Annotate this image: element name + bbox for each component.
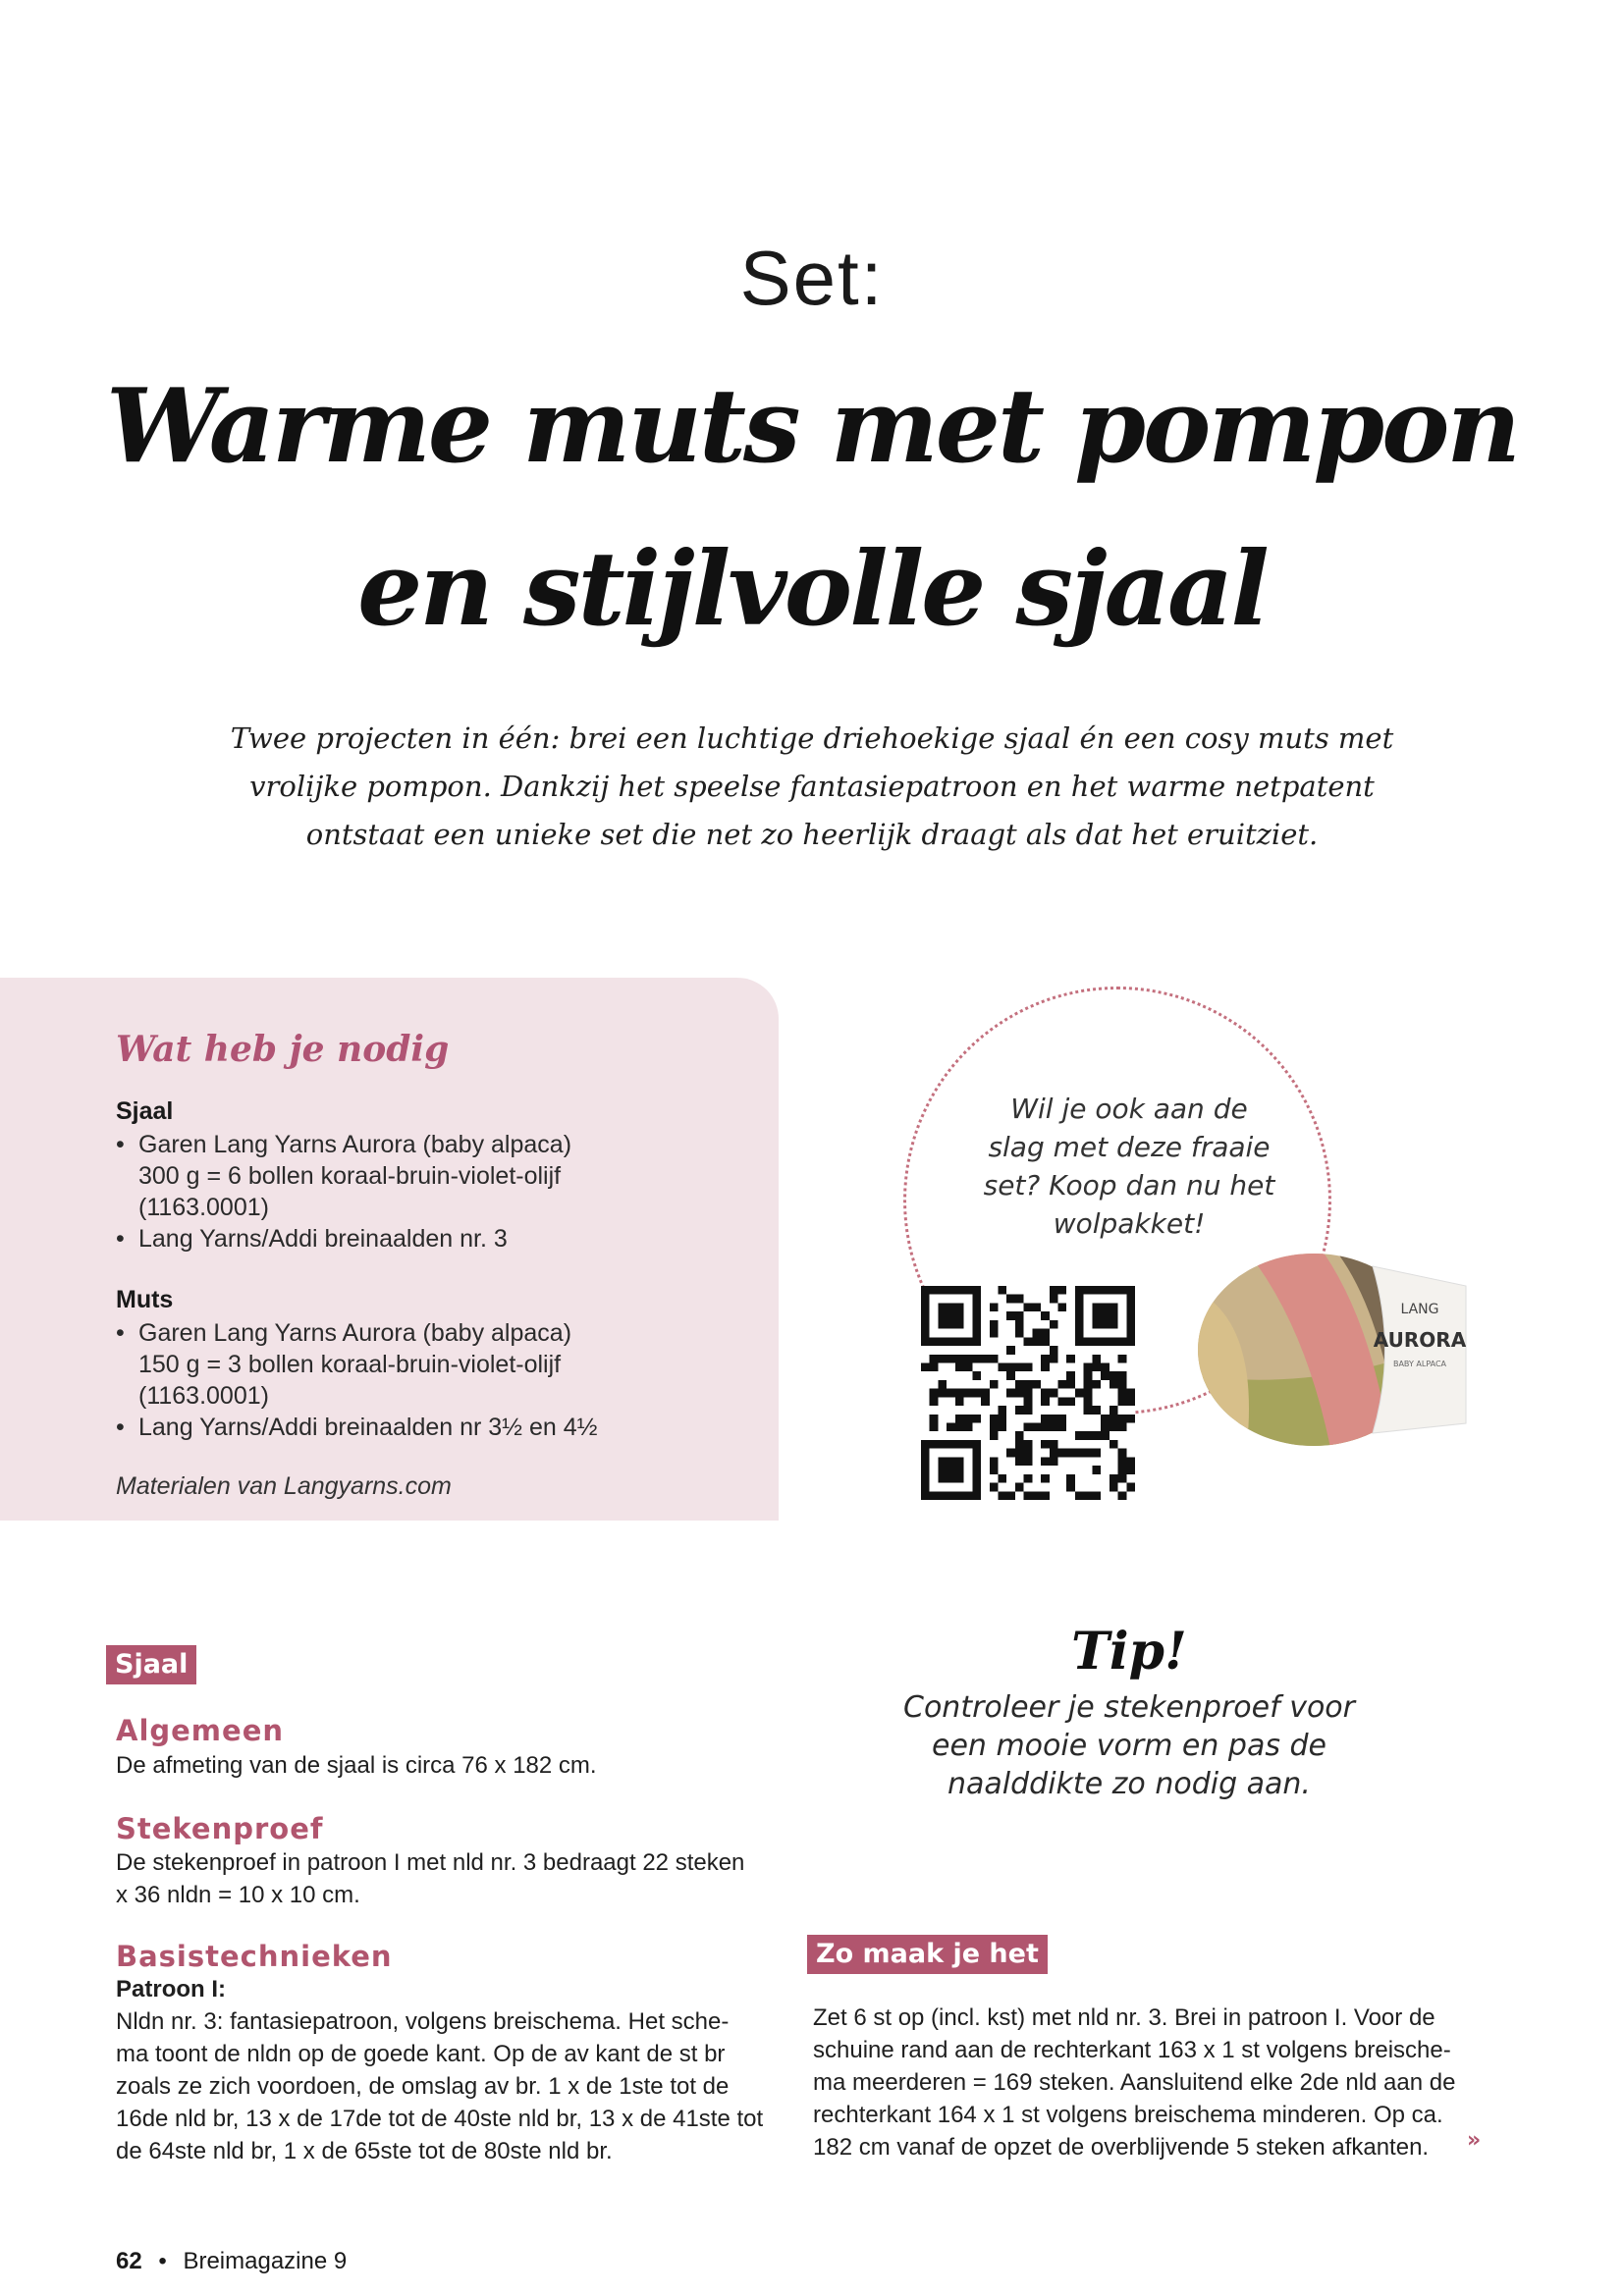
section-badge-howto: Zo maak je het — [807, 1935, 1048, 1974]
materials-muts-list — [116, 1317, 744, 1443]
text-line: Nldn nr. 3: fantasiepatroon, volgens breischema. Het sche- — [116, 2008, 730, 2035]
magazine-name: Breimagazine 9 — [183, 2248, 348, 2274]
yarn-name-label: AURORA — [1373, 1328, 1467, 1352]
text-line: 182 cm vanaf de opzet de overblijvende 5 steken afkanten. — [813, 2134, 1430, 2161]
text-line: 16de nld br, 13 x de 17de tot de 40ste nld br, 13 x de 41ste tot — [116, 2106, 764, 2132]
bullet: • — [116, 1319, 125, 1347]
yarn-ball-image — [1186, 1227, 1481, 1463]
promo-line: wolpakket! — [1053, 1207, 1206, 1240]
tip-text — [893, 1688, 1365, 1803]
tip-line: een mooie vorm en pas de — [931, 1729, 1327, 1763]
yarn-sub-label: BABY ALPACA — [1392, 1360, 1447, 1368]
text-line: ma toont de nldn op de goede kant. Op de av kant de st br — [116, 2041, 726, 2067]
promo-line: Wil je ook aan de — [1010, 1093, 1248, 1125]
title-line-1: Warme muts met pompon — [105, 365, 1519, 486]
howto-text — [813, 2002, 1481, 2163]
basistechnieken-heading: Basistechnieken — [116, 1940, 393, 1973]
algemeen-heading: Algemeen — [116, 1714, 285, 1747]
footer-separator: • — [158, 2248, 167, 2274]
title-line-2: en stijlvolle sjaal — [357, 528, 1267, 649]
tip-line: naalddikte zo nodig aan. — [947, 1767, 1311, 1801]
promo-line: set? Koop dan nu het — [983, 1169, 1275, 1201]
materials-credit: Materialen van Langyarns.com — [116, 1472, 452, 1500]
algemeen-text: De afmeting van de sjaal is circa 76 x 182 cm. — [116, 1752, 597, 1779]
intro-line: ontstaat een unieke set die net zo heerlijk draagt als dat het eruitziet. — [305, 818, 1319, 851]
list-item-text: Lang Yarns/Addi breinaalden nr 3½ en 4½ — [138, 1414, 598, 1441]
text-line: schuine rand aan de rechterkant 163 x 1 st volgens breische- — [813, 2037, 1451, 2063]
text-line: rechterkant 164 x 1 st volgens breischema minderen. Op ca. — [813, 2102, 1443, 2128]
stekenproef-heading: Stekenproef — [116, 1812, 324, 1845]
bullet: • — [116, 1131, 125, 1158]
patroon-title: Patroon I: — [116, 1976, 226, 2002]
patroon-block — [116, 1973, 803, 2167]
text-line: ma meerderen = 169 steken. Aansluitend elke 2de nld aan de — [813, 2069, 1456, 2096]
materials-heading: Wat heb je nodig — [116, 1029, 450, 1070]
intro-paragraph — [187, 715, 1437, 859]
list-item-text: Garen Lang Yarns Aurora (baby alpaca) 150 g = 3 bollen koraal-bruin-violet-olijf (1163.0001) — [138, 1319, 572, 1410]
text-line: Zet 6 st op (incl. kst) met nld nr. 3. Brei in patroon I. Voor de — [813, 2004, 1435, 2031]
continue-arrow-icon: » — [1467, 2128, 1482, 2153]
section-badge-sjaal: Sjaal — [106, 1645, 196, 1684]
tip-line: Controleer je stekenproef voor — [903, 1690, 1355, 1725]
qr-code[interactable] — [921, 1286, 1135, 1500]
list-item — [116, 1412, 744, 1443]
promo-line: slag met deze fraaie — [988, 1131, 1271, 1163]
stekenproef-text — [116, 1846, 803, 1911]
list-item — [116, 1129, 744, 1223]
materials-sjaal-title: Sjaal — [116, 1097, 174, 1125]
tip-heading: Tip! — [1071, 1622, 1187, 1682]
footer — [116, 2248, 347, 2275]
bullet: • — [116, 1414, 125, 1441]
text-line: De stekenproef in patroon I met nld nr. 3 bedraagt 22 steken — [116, 1849, 745, 1876]
page-number: 62 — [116, 2248, 142, 2274]
text-line: x 36 nldn = 10 x 10 cm. — [116, 1882, 360, 1908]
materials-sjaal-list — [116, 1129, 744, 1255]
text-line: zoals ze zich voordoen, de omslag av br. 1 x de 1ste tot de — [116, 2073, 730, 2100]
list-item-text: Garen Lang Yarns Aurora (baby alpaca) 300 g = 6 bollen koraal-bruin-violet-olijf (1163.0001) — [138, 1131, 572, 1221]
materials-muts-title: Muts — [116, 1286, 174, 1313]
bullet: • — [116, 1225, 125, 1253]
text-line: de 64ste nld br, 1 x de 65ste tot de 80ste nld br. — [116, 2138, 613, 2164]
yarn-brand-label: LANG — [1400, 1302, 1439, 1317]
list-item-text: Lang Yarns/Addi breinaalden nr. 3 — [138, 1225, 508, 1253]
set-label: Set: — [739, 235, 885, 321]
intro-line: Twee projecten in één: brei een luchtige driehoekige sjaal én een cosy muts met — [230, 721, 1394, 755]
list-item — [116, 1223, 744, 1255]
intro-line: vrolijke pompon. Dankzij het speelse fantasiepatroon en het warme netpatent — [249, 770, 1375, 803]
promo-text — [943, 1090, 1316, 1243]
list-item — [116, 1317, 744, 1412]
